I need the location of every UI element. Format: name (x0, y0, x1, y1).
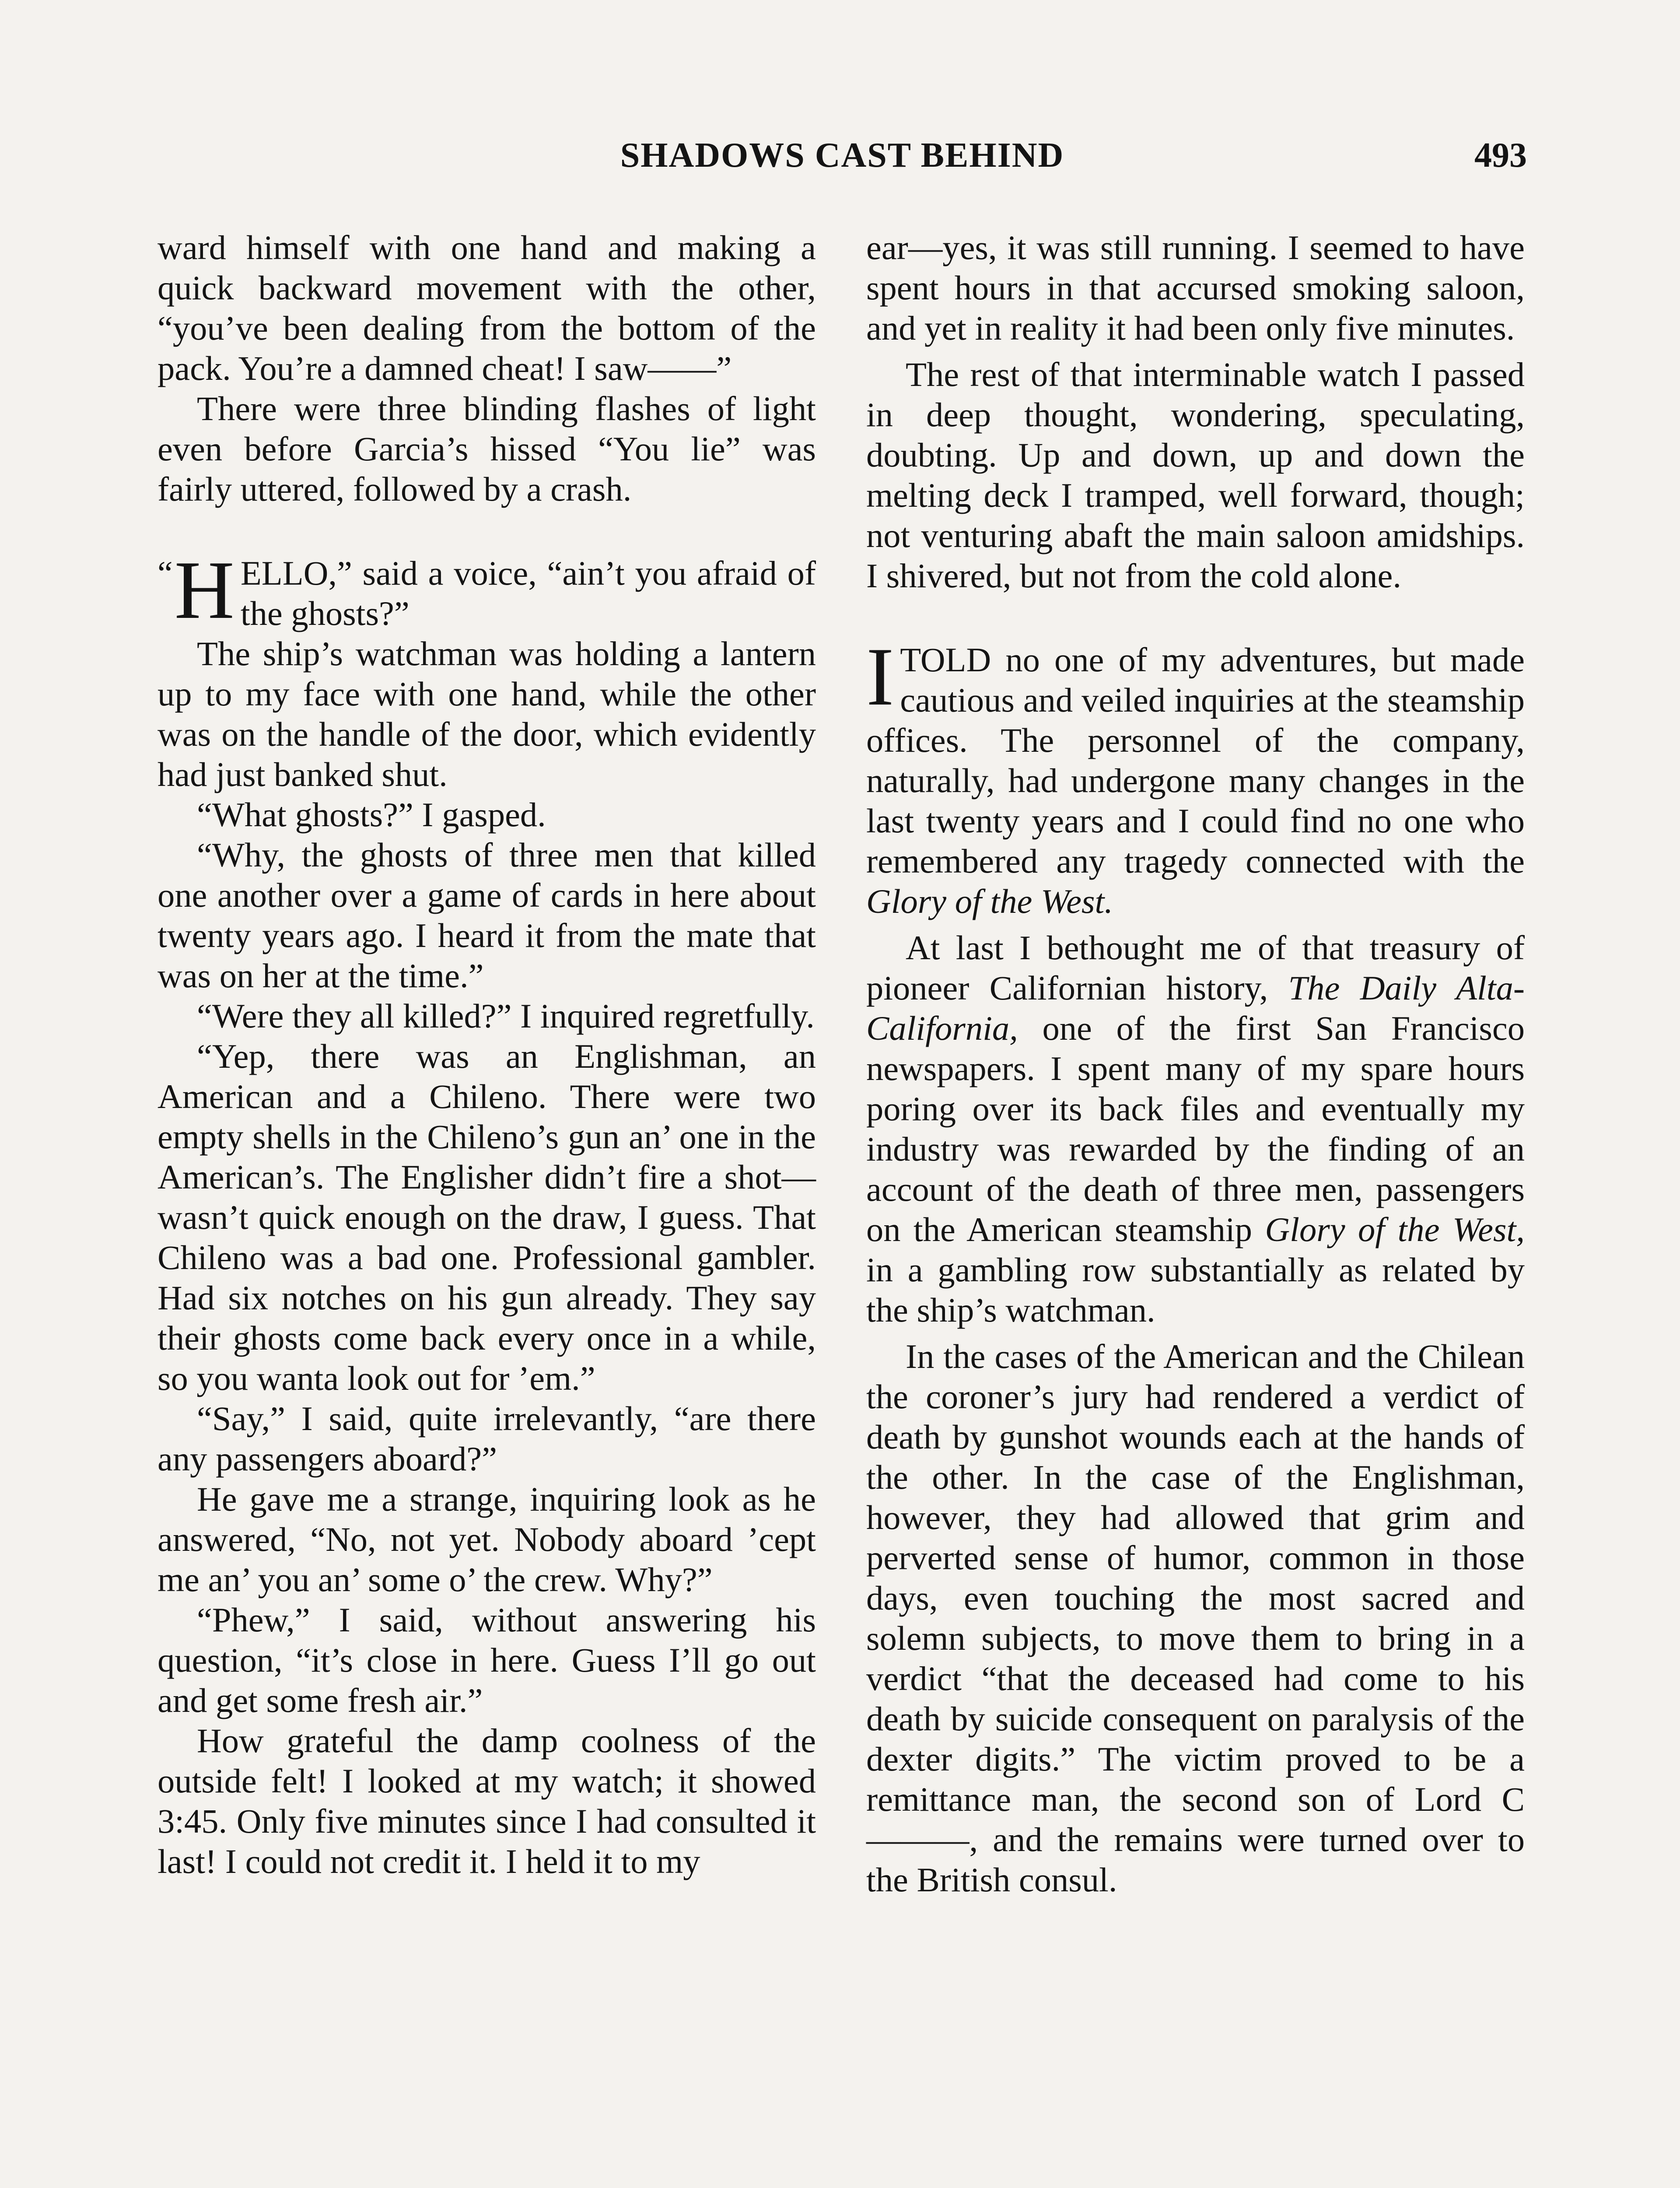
paragraph: “Yep, there was an Englishman, an American and a Chileno. There were two empty shells in the Chileno’s gun an’ one in the American’s. The Englisher didn’t fire a shot—wasn’t quick enough on the draw, I guess. That Chileno was a bad one. Professional gambler. Had six notches on his gun already. They say their ghosts come back every once in a while, so you wanta look out for ’em.” (158, 1037, 816, 1397)
paragraph: The ship’s watchman was holding a lantern up to my face with one hand, while the other was on the handle of the door, which evidently had just banked shut. (158, 635, 816, 793)
paragraph: In the cases of the American and the Chilean the coroner’s jury had rendered a verdict of death by gunshot wounds each at the hands of the other. In the case of the Englishman, however, they had allowed that grim and perverted sense of humor, common in those days, even touching the most sacred and solemn subjects, to move them to bring in a verdict “that the deceased had come to his death by suicide consequent on paralysis of the dexter digits.” The victim proved to be a remittance man, the second son of Lord C———, and the remains were turned over to the British consul. (866, 1337, 1525, 1899)
paragraph-text: At last I bethought me of that treasury of pioneer Californian history, (866, 929, 1525, 1007)
paragraph-text: TOLD no one of my adventures, but made cautious and veiled inquiries at the steamship offices. The personnel of the company, naturally, had undergone many changes in the last twenty years and I could find no one who remembered any tragedy connected with the (866, 641, 1525, 880)
left-column (158, 228, 816, 1882)
paragraph: There were three blinding flashes of light even before Garcia’s hissed “You lie” was fairly uttered, followed by a crash. (158, 389, 816, 508)
running-title: SHADOWS CAST BEHIND (620, 136, 1064, 175)
paragraph: ear—yes, it was still running. I seemed to have spent hours in that accursed smoking saloon, and yet in reality it had been only five minutes. (866, 228, 1525, 347)
drop-quote: “ (158, 554, 173, 592)
section-opening-paragraph (158, 544, 816, 636)
page-number: 493 (1474, 136, 1527, 175)
paragraph: The rest of that interminable watch I passed in deep thought, wondering, speculating, doubting. Up and down, up and down the melting deck I tramped, well forward, though; not venturing abaft the main saloon amidships. I shivered, but not from the cold alone. (866, 355, 1525, 595)
paragraph-text: one of the first San Francisco newspapers. I spent many of my spare hours poring over its back files and eventually my industry was rewarded by the finding of an account of the death of three men, passengers on the American steamship (866, 1009, 1525, 1248)
paragraph: He gave me a strange, inquiring look as he answered, “No, not yet. Nobody aboard ’cept me an’ you an’ some o’ the crew. Why?” (158, 1480, 816, 1599)
section-opening-paragraph (866, 631, 1525, 922)
paragraph-text: ELLO,” said a voice, “ain’t you afraid of the ghosts?” (240, 554, 816, 632)
paragraph: How grateful the damp coolness of the outside felt! I looked at my watch; it showed 3:45. Only five minutes since I had consulted it last! I could not credit it. I held it to my (158, 1722, 816, 1880)
drop-cap: I (866, 631, 894, 723)
paragraph: “Were they all killed?” I inquired regretfully. (197, 997, 815, 1035)
paragraph: “Phew,” I said, without answering his question, “it’s close in here. Guess I’ll go out and get some fresh air.” (158, 1601, 816, 1719)
drop-cap: H (174, 544, 234, 636)
paragraph (866, 928, 1525, 1330)
ship-name: Glory of the West. (866, 882, 1113, 920)
paragraph: “Say,” I said, quite irrelevantly, “are there any passengers aboard?” (158, 1399, 816, 1478)
paragraph: ward himself with one hand and making a quick backward movement with the other, “you’ve been dealing from the bottom of the pack. You’re a damned cheat! I saw——” (158, 228, 816, 387)
paragraph: “What ghosts?” I gasped. (197, 796, 546, 834)
newspaper-title: The Daily Alta-California, (866, 969, 1525, 1047)
running-head (158, 131, 1527, 184)
ship-name: Glory of the West, (1265, 1210, 1525, 1248)
paragraph: “Why, the ghosts of three men that killed one another over a game of cards in here about twenty years ago. I heard it from the mate that was on her at the time.” (158, 836, 816, 995)
paragraph-text: in a gambling row substantially as related by the ship’s watchman. (866, 1251, 1525, 1329)
right-column (866, 228, 1525, 1900)
